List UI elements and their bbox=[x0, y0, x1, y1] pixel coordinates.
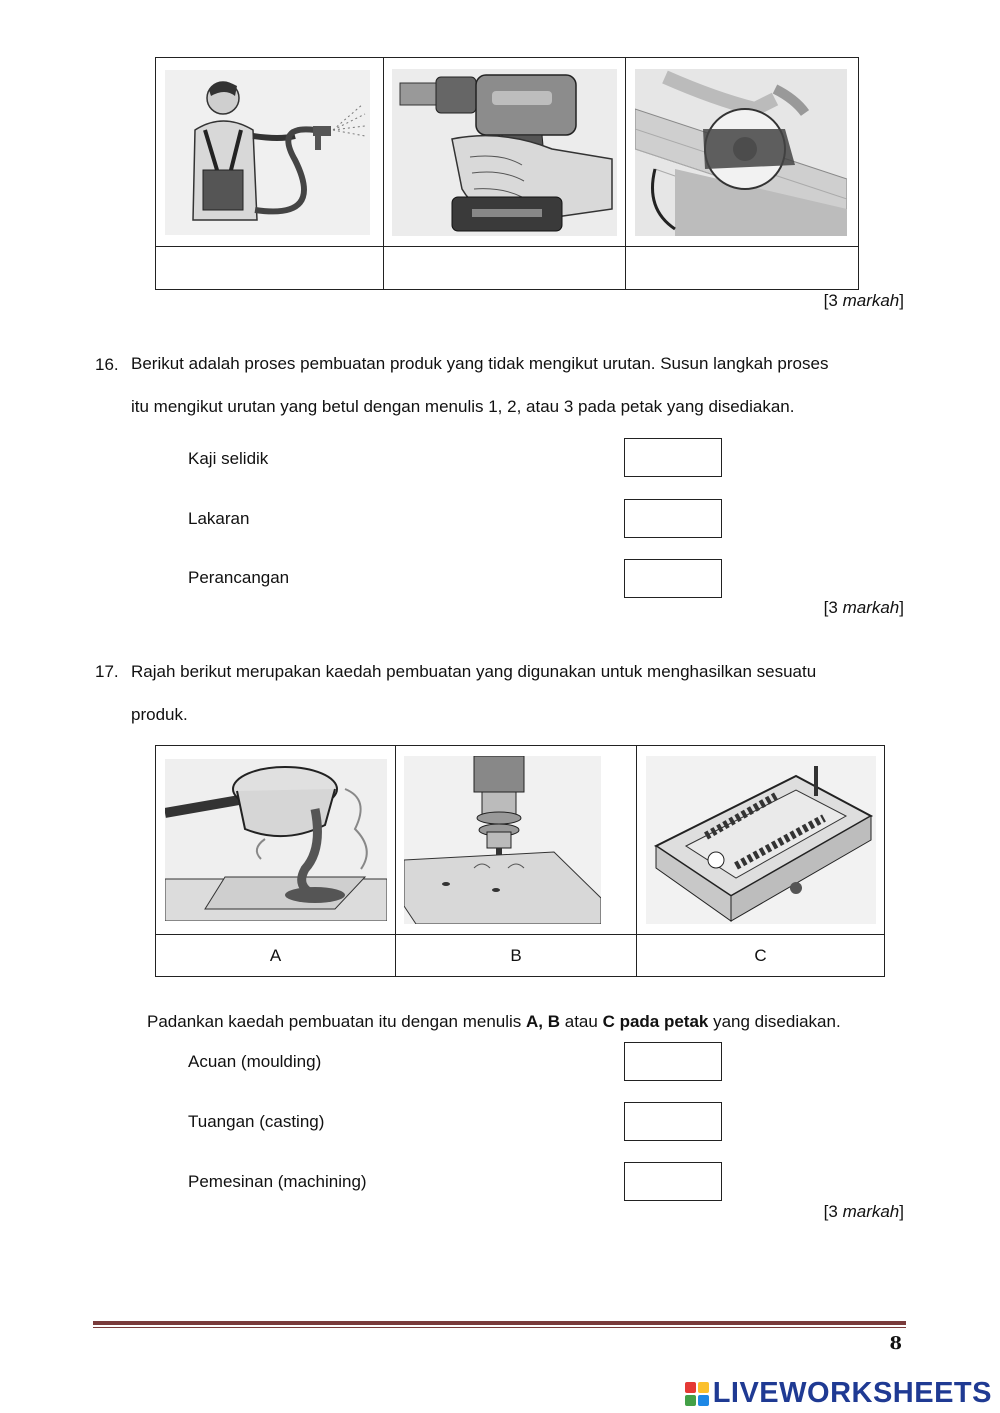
marks-prefix: [3 bbox=[823, 598, 843, 617]
q16-item-1: Kaji selidik bbox=[188, 449, 269, 468]
marks-word: markah bbox=[842, 1202, 900, 1221]
marks-suffix: ] bbox=[899, 291, 904, 310]
q15-image-table bbox=[155, 57, 859, 290]
q15-answer-cell-3[interactable] bbox=[626, 247, 859, 290]
q17-line-2: produk. bbox=[131, 705, 188, 724]
q16-item-3: Perancangan bbox=[188, 568, 290, 587]
q17-marks bbox=[824, 1202, 904, 1222]
brand-name: LIVEWORKSHEETS bbox=[712, 1377, 992, 1409]
q17-answer-box-1[interactable] bbox=[624, 1042, 722, 1081]
mould-icon bbox=[646, 756, 876, 924]
page-number: 8 bbox=[889, 1333, 902, 1354]
q15-image-cell-2 bbox=[384, 58, 626, 247]
q15-image-cell-3 bbox=[626, 58, 859, 247]
instruction-bold: A, B bbox=[526, 1012, 561, 1031]
q17-item-2: Tuangan (casting) bbox=[188, 1112, 325, 1131]
footer-rule-thick bbox=[93, 1321, 906, 1325]
q17-label-a: A bbox=[156, 935, 396, 977]
q16-marks bbox=[824, 598, 904, 618]
q16-text bbox=[131, 342, 911, 428]
marks-suffix: ] bbox=[899, 1202, 904, 1221]
q17-label-c: C bbox=[637, 935, 885, 977]
q16-answer-box-2[interactable] bbox=[624, 499, 722, 538]
marks-suffix: ] bbox=[899, 598, 904, 617]
spray-painter-icon bbox=[165, 70, 370, 235]
q17-answer-box-3[interactable] bbox=[624, 1162, 722, 1201]
marks-word: markah bbox=[842, 291, 900, 310]
marks-prefix: [3 bbox=[823, 291, 843, 310]
instruction-part: Padankan kaedah pembuatan itu dengan menulis bbox=[147, 1012, 527, 1031]
casting-pour-icon bbox=[165, 759, 387, 921]
footer-rule-thin bbox=[93, 1327, 906, 1328]
instruction-bold: C pada petak bbox=[602, 1012, 709, 1031]
q16-item-2: Lakaran bbox=[188, 509, 250, 528]
q17-item-1: Acuan (moulding) bbox=[188, 1052, 322, 1071]
q15-image-cell-1 bbox=[156, 58, 384, 247]
q17-image-cell-b bbox=[396, 746, 637, 935]
q17-image-table bbox=[155, 745, 885, 977]
q17-item-3: Pemesinan (machining) bbox=[188, 1172, 367, 1191]
cordless-drill-icon bbox=[392, 69, 617, 236]
q16-answer-box-1[interactable] bbox=[624, 438, 722, 477]
q17-image-cell-c bbox=[637, 746, 885, 935]
liveworksheets-logo bbox=[685, 1377, 992, 1410]
drilling-machine-icon bbox=[404, 756, 601, 924]
q17-answer-box-2[interactable] bbox=[624, 1102, 722, 1141]
q16-number: 16. bbox=[95, 355, 119, 374]
q17-image-cell-a bbox=[156, 746, 396, 935]
q17-text bbox=[131, 650, 911, 736]
circular-saw-icon bbox=[635, 69, 847, 236]
q15-answer-cell-2[interactable] bbox=[384, 247, 626, 290]
q17-instruction bbox=[147, 1012, 841, 1032]
liveworksheets-mark-icon bbox=[685, 1382, 709, 1406]
q17-line-1: Rajah berikut merupakan kaedah pembuatan yang digunakan untuk menghasilkan sesuatu bbox=[131, 662, 817, 681]
instruction-part: yang disediakan. bbox=[708, 1012, 841, 1031]
instruction-part: atau bbox=[560, 1012, 603, 1031]
q15-marks bbox=[824, 291, 904, 311]
q17-label-b: B bbox=[396, 935, 637, 977]
q17-number: 17. bbox=[95, 662, 119, 681]
q15-answer-cell-1[interactable] bbox=[156, 247, 384, 290]
marks-prefix: [3 bbox=[823, 1202, 843, 1221]
q16-line-2: itu mengikut urutan yang betul dengan menulis 1, 2, atau 3 pada petak yang disediakan. bbox=[131, 397, 795, 416]
marks-word: markah bbox=[842, 598, 900, 617]
q16-line-1: Berikut adalah proses pembuatan produk yang tidak mengikut urutan. Susun langkah proses bbox=[131, 354, 829, 373]
q16-answer-box-3[interactable] bbox=[624, 559, 722, 598]
